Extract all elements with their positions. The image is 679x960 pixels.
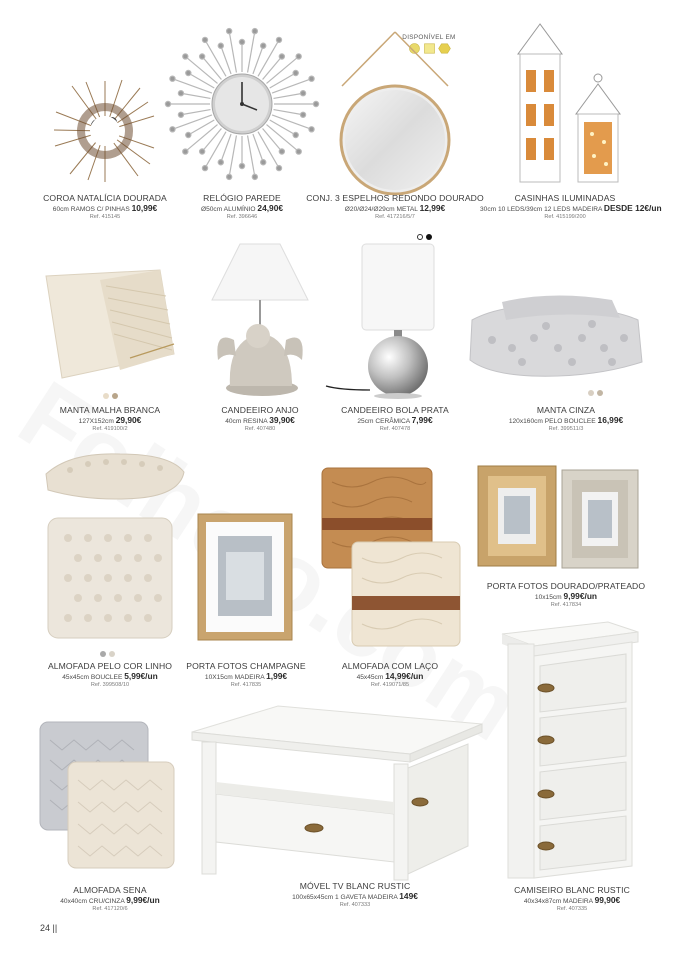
product-description: 40x40cm CRU/CINZA 9,99€/un <box>60 894 160 905</box>
bow-cushions-image <box>316 462 466 652</box>
illuminated-houses-image <box>510 22 630 187</box>
page-number: 24 || <box>40 923 58 933</box>
product-ref: Ref. 417216/5/7 <box>375 213 415 220</box>
product-price: 149€ <box>399 890 418 901</box>
clock-ray-bead <box>300 112 305 117</box>
clock-ray-bead <box>165 101 170 106</box>
clock-ray-bead <box>183 54 188 59</box>
clock-ray-bead <box>227 29 232 34</box>
product-description: 100x65x45cm 1 GAVETA MADEIRA 149€ <box>292 890 418 901</box>
color-swatch-beige[interactable] <box>588 390 594 396</box>
product-price: 29,90€ <box>115 414 142 425</box>
clock-ray-bead <box>200 54 205 59</box>
product-ref: Ref. 417120/6 <box>92 905 128 912</box>
product-ref: Ref. 407333 <box>339 901 371 908</box>
clock-ray <box>274 110 304 115</box>
product-description: Ø50cm ALUMÍNIO 24,90€ <box>200 202 284 213</box>
product-description: 40x34x87cm MADEIRA 99,90€ <box>523 894 621 905</box>
product-name: PORTA FOTOS CHAMPAGNE <box>186 661 306 671</box>
round-mirror-image <box>330 30 460 195</box>
product-name: MANTA CINZA <box>536 405 596 415</box>
product-name: CANDEEIRO BOLA PRATA <box>341 405 449 415</box>
product-caption-linen-cushion <box>40 662 180 688</box>
clock-ray <box>181 93 211 98</box>
product-name: COROA NATALÍCIA DOURADA <box>43 193 167 203</box>
product-name: CANDEEIRO ANJO <box>221 405 299 415</box>
clock-ray <box>272 79 311 93</box>
clock-ray-bead <box>296 54 301 59</box>
product-ref: Ref. 415199/200 <box>544 213 586 220</box>
clock-ray-bead <box>276 165 281 170</box>
product-price: 12,99€ <box>419 202 446 213</box>
clock-ray-bead <box>293 132 298 137</box>
gold-wreath-image <box>50 76 160 186</box>
product-caption-tv-cabinet <box>270 882 440 908</box>
product-description: 60cm RAMOS C/ PINHAS 10,99€ <box>52 202 158 213</box>
clock-ray-bead <box>202 37 207 42</box>
clock-ray-bead <box>309 127 314 132</box>
clock-ray <box>172 79 211 93</box>
silver-ball-lamp-image <box>320 240 450 400</box>
clock-ray-bead <box>218 43 223 48</box>
product-price: 39,90€ <box>269 414 295 425</box>
product-caption-wreath <box>40 194 170 220</box>
clock-ray-bead <box>279 149 284 154</box>
product-ref: Ref. 399508/10 <box>90 681 130 688</box>
color-swatch-cream[interactable] <box>103 393 109 399</box>
product-description: 120x160cm PELO BOUCLEE 16,99€ <box>508 414 624 425</box>
product-description: 30cm 10 LEDS/39cm 12 LEDS MADEIRA DESDE 12€/un <box>480 202 662 213</box>
product-description: 45x45cm 14,99€/un <box>356 670 424 681</box>
clock-ray-bead <box>218 160 223 165</box>
product-name: ALMOFADA SENA <box>73 885 147 895</box>
clock-ray <box>272 115 311 129</box>
champagne-photo-frame-image <box>196 512 294 642</box>
product-ref: Ref. 399511/3 <box>548 425 584 432</box>
product-name: PORTA FOTOS DOURADO/PRATEADO <box>486 581 646 591</box>
product-price: 16,99€ <box>597 414 624 425</box>
clock-ray-bead <box>170 76 175 81</box>
color-options-grey-throw[interactable] <box>588 390 603 396</box>
availability-label: DISPONÍVEL EM <box>402 34 456 41</box>
product-price: 1,99€ <box>266 670 288 681</box>
product-description: 10x15cm 9,99€/un <box>534 590 598 601</box>
product-caption-bow-cushion <box>320 662 460 688</box>
product-ref: Ref. 419071/85 <box>370 681 410 688</box>
sena-cushions-image <box>38 720 178 870</box>
clock-ray <box>248 136 255 177</box>
color-options-white-throw[interactable] <box>103 393 118 399</box>
tv-cabinet-image <box>188 702 486 882</box>
product-price: 9,99€/un <box>126 894 160 905</box>
clock-ray-bead <box>293 70 298 75</box>
product-name: CAMISEIRO BLANC RUSTIC <box>514 885 630 895</box>
clock-ray <box>172 115 211 129</box>
product-ref: Ref. 407335 <box>556 905 588 912</box>
clock-ray-bead <box>300 91 305 96</box>
product-ref: Ref. 419100/2 <box>92 425 128 432</box>
white-knit-throw-image <box>40 266 180 386</box>
clock-ray-bead <box>170 127 175 132</box>
product-caption-chest-of-drawers <box>502 886 642 912</box>
clock-ray <box>229 136 236 177</box>
product-ref: Ref. 415145 <box>89 213 121 220</box>
product-price: 9,99€/un <box>563 590 598 601</box>
clock-ray <box>263 129 282 152</box>
color-swatch-grey[interactable] <box>100 651 106 657</box>
grey-throw-image <box>462 290 652 382</box>
clock-ray-bead <box>227 174 232 179</box>
product-caption-gold-silver-frames <box>486 582 646 608</box>
product-ref: Ref. 407478 <box>379 425 411 432</box>
product-description: 40cm RESINA 39,90€ <box>225 414 295 425</box>
clock-ray-bead <box>309 76 314 81</box>
product-description: 10X15cm MADEIRA 1,99€ <box>204 670 288 681</box>
product-name: CONJ. 3 ESPELHOS REDONDO DOURADO <box>306 193 484 203</box>
product-description: 25cm CERÂMICA 7,99€ <box>357 414 433 425</box>
color-options-linen-cushion[interactable] <box>100 651 115 657</box>
clock-ray <box>248 31 255 72</box>
clock-ray-bead <box>239 163 244 168</box>
product-description: 127X152cm 29,90€ <box>78 414 142 425</box>
product-caption-angel-lamp <box>190 406 330 432</box>
product-name: MANTA MALHA BRANCA <box>59 405 161 415</box>
product-price: 24,90€ <box>257 202 284 213</box>
clock-ray-bead <box>252 29 257 34</box>
product-caption-ball-lamp <box>330 406 460 432</box>
product-ref: Ref. 396646 <box>226 213 258 220</box>
product-description: Ø20/Ø24/Ø29cm METAL 12,99€ <box>344 202 446 213</box>
product-price: DESDE 12€/un <box>603 202 662 213</box>
product-price: 99,90€ <box>594 894 621 905</box>
product-price: 5,99€/un <box>124 670 158 681</box>
product-price: 10,99€ <box>131 202 158 213</box>
product-caption-clock <box>172 194 312 220</box>
linen-cushions-image <box>40 446 190 646</box>
clock-ray-bead <box>296 149 301 154</box>
product-caption-grey-throw <box>496 406 636 432</box>
product-caption-mirror <box>304 194 486 220</box>
product-name: ALMOFADA COM LAÇO <box>341 661 439 671</box>
product-name: MÓVEL TV BLANC RUSTIC <box>299 881 411 891</box>
wall-clock-image <box>162 24 322 184</box>
clock-ray-bead <box>252 174 257 179</box>
clock-ray-bead <box>186 70 191 75</box>
product-ref: Ref. 407480 <box>244 425 276 432</box>
product-name: CASINHAS ILUMINADAS <box>514 193 616 203</box>
clock-ray <box>202 129 221 152</box>
clock-ray-bead <box>183 149 188 154</box>
clock-ray-bead <box>261 43 266 48</box>
clock-ray-bead <box>186 132 191 137</box>
color-swatch-linen[interactable] <box>109 651 115 657</box>
clock-ray-bead <box>261 160 266 165</box>
clock-ray-bead <box>202 165 207 170</box>
product-price: 14,99€/un <box>385 670 424 681</box>
clock-ray-bead <box>178 91 183 96</box>
clock-ray <box>229 31 236 72</box>
product-name: ALMOFADA PELO COR LINHO <box>47 661 173 671</box>
clock-ray <box>181 110 211 115</box>
clock-ray-bead <box>178 112 183 117</box>
clock-ray-bead <box>279 54 284 59</box>
product-price: 7,99€ <box>411 414 433 425</box>
product-caption-champagne-frame <box>180 662 312 688</box>
product-ref: Ref. 417834 <box>550 601 582 608</box>
product-description: 45x45cm BOUCLEE 5,99€/un <box>62 670 158 681</box>
clock-ray <box>202 57 221 80</box>
clock-ray <box>263 57 282 80</box>
product-name: RELÓGIO PAREDE <box>203 193 281 203</box>
clock-ray <box>274 93 304 98</box>
product-caption-sena-cushion <box>40 886 180 912</box>
product-caption-white-throw <box>40 406 180 432</box>
clock-ray-bead <box>313 101 318 106</box>
clock-ray-bead <box>276 37 281 42</box>
clock-ray-bead <box>239 39 244 44</box>
product-ref: Ref. 417835 <box>230 681 262 688</box>
color-swatch-sand[interactable] <box>597 390 603 396</box>
product-caption-houses <box>480 193 662 220</box>
color-swatch-taupe[interactable] <box>112 393 118 399</box>
gold-silver-photo-frames-image <box>474 462 644 572</box>
chest-of-drawers-image <box>500 620 640 882</box>
clock-ray-bead <box>200 149 205 154</box>
angel-lamp-image <box>200 240 320 400</box>
